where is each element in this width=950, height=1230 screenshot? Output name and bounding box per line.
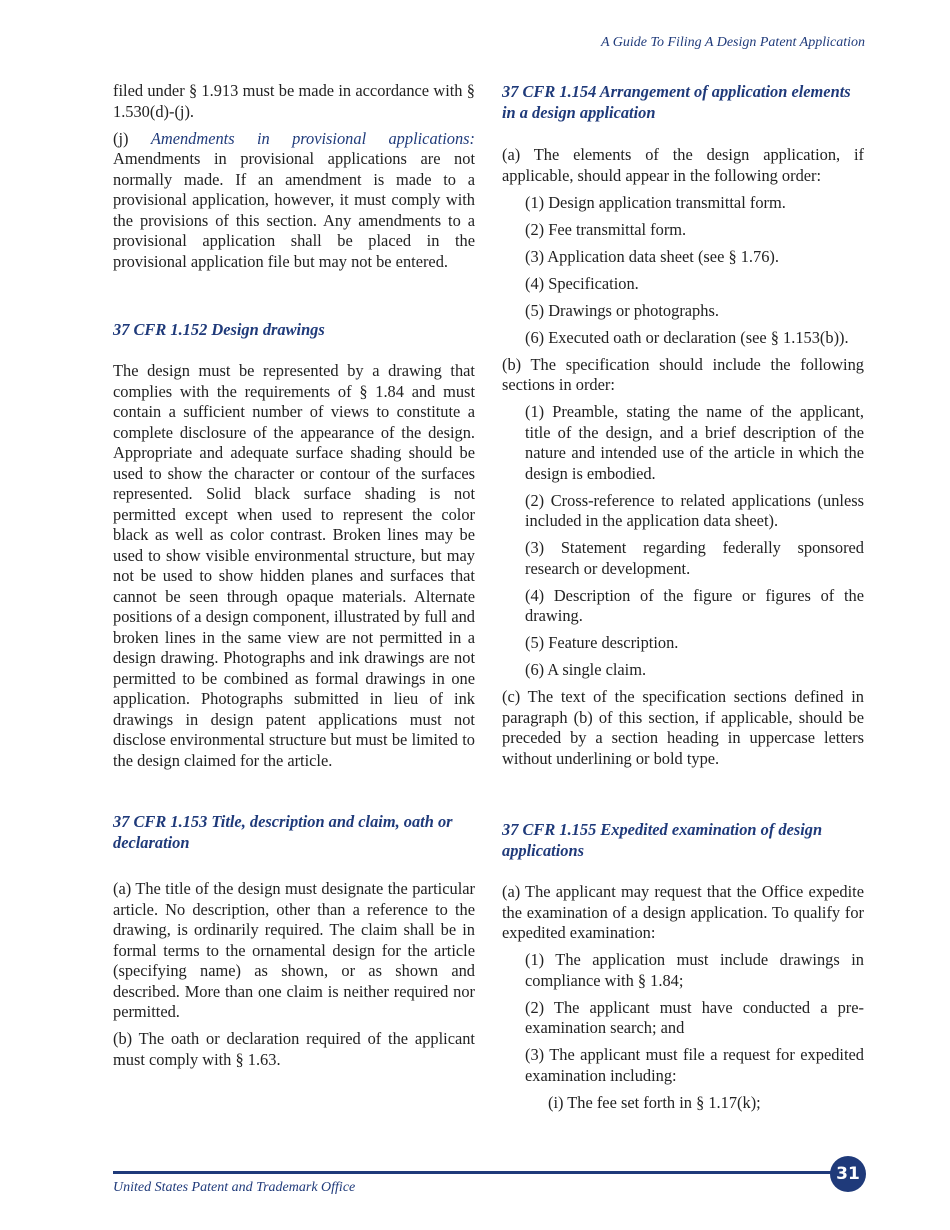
paragraph-j-text: Amendments in provisional applications are not normally made. If an amendment is made to a provisional application, however, it must comply with the provisions of this section. Any amendments to a provisional application shall be placed in the provisional application file but may not be entered. [113, 149, 475, 271]
list-item: (4) Specification. [525, 273, 639, 293]
running-header: A Guide To Filing A Design Patent Application [600, 35, 865, 50]
continuation-paragraph: filed under § 1.913 must be made in accordance with § 1.530(d)-(j). [113, 81, 475, 121]
sub-list-item: (i) The fee set forth in § 1.17(k); [548, 1092, 761, 1112]
list-item: (2) Fee transmittal form. [525, 219, 687, 239]
section-1-154-heading: 37 CFR 1.154 Arrangement of application elements in a design application [502, 82, 851, 122]
list-item: (3) Application data sheet (see § 1.76). [525, 246, 779, 266]
list-item: (6) Executed oath or declaration (see § 1.153(b)). [525, 327, 849, 347]
right-column [502, 81, 864, 1120]
section-1-152-text: The design must be represented by a drawing that complies with the requirements of § 1.84 and must contain a sufficient number of views to constitute a complete disclosure of the appearance of the design. Appropriate and adequate surface shading should be used to show the character or contour of the surfaces represented. Solid black surface shading is not permitted except when used to represent the color black as well as color contrast. Broken lines may be used to show visible environmental structure, but may not be used to show hidden planes and surfaces that cannot be seen through opaque materials. Alternate positions of a design component, illustrated by full and broken lines in the same view are not permitted in a design drawing. Photographs and ink drawings are not permitted to be combined as formal drawings in one application. Photographs submitted in lieu of ink drawings in design patent applications must not disclose environmental structure but must be limited to the design claimed for the article. [113, 361, 475, 770]
list-item: (5) Feature description. [525, 633, 679, 652]
section-1-152-heading: 37 CFR 1.152 Design drawings [113, 320, 325, 339]
section-1-153-b: (b) The oath or declaration required of the applicant must comply with § 1.63. [113, 1029, 475, 1069]
list-item: (3) Statement regarding federally sponsored research or development. [525, 538, 864, 578]
list-item: (1) Preamble, stating the name of the applicant, title of the design, and a brief description of the nature and intended use of the article in which the design is embodied. [525, 402, 864, 483]
section-1-155-a: (a) The applicant may request that the Office expedite the examination of a design application. To qualify for expedited examination: [502, 882, 864, 942]
list-item: (3) The applicant must file a request for expedited examination including: [525, 1045, 864, 1085]
section-1-154-a: (a) The elements of the design application, if applicable, should appear in the following order: [502, 145, 864, 185]
left-column [113, 81, 475, 1077]
list-item: (1) Design application transmittal form. [525, 192, 786, 212]
section-1-155-heading: 37 CFR 1.155 Expedited examination of design applications [502, 820, 823, 860]
page-number-badge: 31 [830, 1156, 866, 1192]
list-item: (6) A single claim. [525, 660, 647, 679]
section-1-153-a: (a) The title of the design must designate the particular article. No description, other than a reference to the drawing, is ordinarily required. The claim shall be in formal terms to the ornamental design for the article (specifying name) as shown, or as shown and described. More than one claim is neither required nor permitted. [113, 879, 475, 1021]
footer-rule [113, 1171, 838, 1174]
section-1-154-c: (c) The text of the specification sections defined in paragraph (b) of this section, if applicable, should be preceded by a section heading in uppercase letters without underlining or bold type. [502, 687, 864, 768]
footer-organization: United States Patent and Trademark Office [113, 1180, 356, 1195]
list-item: (4) Description of the figure or figures of the drawing. [525, 585, 864, 625]
paragraph-j-prefix: (j) [113, 128, 129, 148]
paragraph-j [113, 129, 475, 273]
list-item: (2) The applicant must have conducted a pre-examination search; and [525, 997, 864, 1037]
list-item: (5) Drawings or photographs. [525, 300, 719, 320]
section-1-154-b: (b) The specification should include the following sections in order: [502, 354, 864, 394]
paragraph-j-title: Amendments in provisional applications: [150, 128, 475, 148]
section-1-153-heading: 37 CFR 1.153 Title, description and claim, oath or declaration [113, 812, 453, 852]
list-item: (1) The application must include drawings in compliance with § 1.84; [525, 950, 864, 990]
list-item: (2) Cross-reference to related applications (unless included in the application data sheet). [525, 490, 864, 530]
